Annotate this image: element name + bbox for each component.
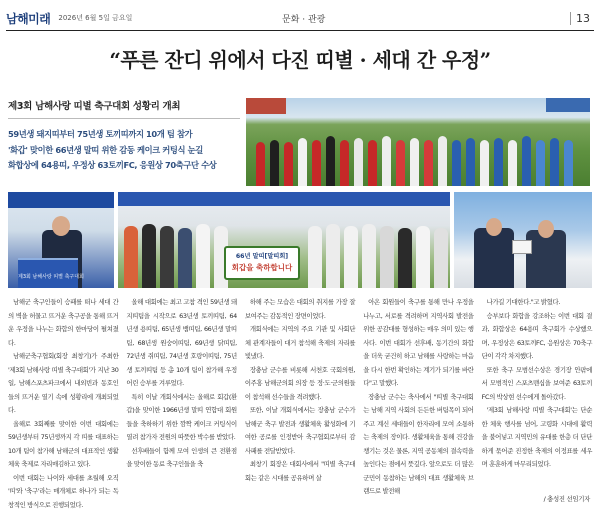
award-photo	[454, 192, 592, 288]
body-column	[245, 296, 355, 496]
player-figure	[270, 140, 279, 186]
banner-line: 66년 말띠[말띠회]	[226, 251, 298, 260]
presenter-head	[486, 218, 502, 236]
top-rule	[6, 30, 594, 31]
paragraph: 남해군축구협회(회장 최창기)가 주최한 '제3회 남해사랑 띠별 축구대회'가 지난 30일, 남해스포츠파크에서 내외빈과 동호인들의 뜨거운 열기 속에 성황리에 개최되었다.	[8, 350, 118, 418]
player-figure	[466, 138, 475, 186]
player-figure	[256, 142, 265, 186]
paragraph: 아온 회원들이 축구를 통해 만나 우정을 나누고, 서로를 격려하며 지역사회 발전을 위한 공감대를 형성하는 매우 의미 있는 행사다. 이번 대회가 선후배, 동기간의 화합을 더욱 굳건히 하고 남해를 사랑하는 마음을 다시 한번 확인하는 계기가 되기를 바란다"고 말했다.	[363, 296, 473, 391]
player-figure	[550, 138, 559, 186]
podium-sign-text: 제3회 남해사랑 띠별 축구대회	[18, 273, 78, 280]
attendee-figure	[434, 228, 448, 288]
paragraph: 올해로 3회째를 맞이한 이번 대회에는 59년생부터 75년생까지 각 띠를 대표하는 10개 팀이 참가해 남해군의 대표적인 생활체육 축제로 자리매김하고 있다.	[8, 418, 118, 472]
newspaper-brand: 남해미래	[6, 10, 50, 27]
paragraph: 개회식에는 지역의 주요 기관 및 사회단체 관계자들이 대거 참석해 축제의 자리를 빛냈다.	[245, 323, 355, 364]
player-figure	[564, 140, 573, 186]
body-column	[126, 296, 236, 496]
player-figure	[284, 142, 293, 186]
speaker-head	[52, 216, 70, 236]
player-figure	[312, 140, 321, 186]
paragraph: 하해 주는 모습은 대회의 취지를 가장 잘 보여주는 감동적인 장면이었다.	[245, 296, 355, 323]
recipient-figure	[526, 230, 566, 288]
recipient-head	[538, 220, 554, 238]
player-figure	[494, 138, 503, 186]
article-body	[8, 296, 592, 496]
paragraph: '제3회 남해사랑 띠별 축구대회'는 단순한 체육 행사를 넘어, 고령화 시대에 활력을 불어넣고 지역민의 유대를 한층 더 단단하게 묶어준 진정한 축제의 이정표를 세우며 훈훈하게 마무리되었다.	[482, 404, 592, 472]
paragraph: 장충남 군수는 축사에서 "띠별 축구대회는 남해 지역 사회의 든든한 버팀목이 되어주고 계신 세대들이 한자리에 모여 소통하는 축제의 장이다. 생활체육을 통해 건강을 챙기는 것은 물론, 지역 공동체의 결속력을 높인다는 점에서 뜻깊다. 앞으로도 더 많은 군민이 동참하는 남해의 대표 생활체육 브랜드로 발전해	[363, 391, 473, 499]
attendee-figure	[344, 226, 358, 288]
paragraph: 선후배들이 함께 모여 인생의 큰 전환점을 맞이한 동료 축구인들을 축	[126, 445, 236, 472]
paragraph: 나가길 기대한다."고 밝혔다.	[482, 296, 592, 310]
article-kicker: 제3회 남해사랑 띠별 축구대회 성황리 개최	[8, 98, 240, 119]
tent-shape	[118, 192, 450, 206]
attendee-figure	[178, 228, 192, 288]
section-label: 문화 · 관광	[282, 12, 325, 25]
paragraph: 장충남 군수를 비롯해 서천호 국회의원, 이주홍 남해군의회 의장 등 정·도·군의원들이 참석해 선수들을 격려했다.	[245, 364, 355, 405]
player-figure	[522, 136, 531, 186]
tent-shape	[246, 98, 286, 114]
player-figure	[480, 140, 489, 186]
player-figure	[410, 138, 419, 186]
paragraph: 남해군 축구인들이 승패를 떠나 세대 간의 벽을 허물고 뜨거운 축구공을 통해 뜨거운 우정을 나누는 화합의 한마당이 펼쳐졌다.	[8, 296, 118, 350]
issue-date: 2026년 6월 5일 금요일	[58, 13, 132, 23]
body-column	[482, 296, 592, 496]
paragraph: 또한 축구 모범선수상은 경기장 안팎에서 모범적인 스포츠맨십을 보여준 63토끼FC의 박상현 선수에게 돌아갔다.	[482, 364, 592, 405]
paragraph: 승부보다 화합을 강조하는 이번 대회 결과, 화합상은 64용띠 축구회가 수상했으며, 우정상은 63토끼FC, 응원상은 70축구단이 각각 차지했다.	[482, 310, 592, 364]
presenter-figure	[474, 228, 514, 288]
attendee-figure	[124, 226, 138, 288]
body-column	[363, 296, 473, 496]
banner-line: 회갑을 축하합니다	[226, 262, 298, 273]
paragraph: 올해 대회에는 최고 고참 격인 59년생 돼지띠팀을 시작으로 63년생 토끼띠팀, 64년생 용띠팀, 65년생 뱀띠팀, 66년생 말띠팀, 68년생 원숭이띠팀, 69년생 닭띠팀, 72년생 쥐띠팀, 74년생 호랑이띠팀, 75년생 토끼띠팀 등 총 10개 팀이 참가해 우정 어린 승부를 겨루었다.	[126, 296, 236, 391]
player-figure	[354, 138, 363, 186]
player-figure	[340, 140, 349, 186]
body-column	[8, 296, 118, 496]
player-figure	[508, 140, 517, 186]
attendee-figure	[196, 224, 210, 288]
player-figure	[452, 140, 461, 186]
attendee-figure	[142, 224, 156, 288]
celebration-banner	[224, 246, 300, 280]
reporter-byline: / 충성진 선임기자	[544, 494, 590, 503]
attendee-figure	[416, 226, 430, 288]
page-number: 13	[570, 12, 590, 25]
attendee-figure	[398, 228, 412, 288]
player-figure	[382, 136, 391, 186]
subhead-block	[8, 98, 240, 174]
attendee-figure	[362, 224, 376, 288]
article-headline: “푸른 잔디 위에서 다진 띠별 · 세대 간 우정”	[0, 44, 600, 73]
speaker-photo	[8, 192, 114, 288]
player-figure	[298, 138, 307, 186]
tent-shape	[8, 192, 114, 208]
deck-line: 화합상에 64용띠, 우정상 63토끼FC, 응원상 70축구단 수상	[8, 158, 240, 174]
team-group-photo	[246, 98, 590, 186]
paragraph: 이번 대회는 나이와 세대를 초월해 오직 '띠'와 '축구'라는 매개체로 하나가 되는 독창적인 방식으로 진행되었다.	[8, 472, 118, 512]
player-figure	[438, 136, 447, 186]
attendee-figure	[308, 226, 322, 288]
player-figure	[424, 140, 433, 186]
player-figure	[368, 140, 377, 186]
cake-cutting-photo	[118, 192, 450, 288]
paragraph: 최창기 회장은 대회사에서 "띠별 축구대회는 같은 시대를 공유하며 살	[245, 458, 355, 485]
deck-line: 59년생 돼지띠부터 75년생 토끼띠까지 10개 팀 참가	[8, 127, 240, 143]
player-figure	[326, 136, 335, 186]
player-figure	[536, 140, 545, 186]
paragraph: 또한, 이날 개회식에서는 장충남 군수가 남해군 축구 발전과 생활체육 활성화에 기여한 공로를 인정받아 축구협회로부터 감사패를 전달받았다.	[245, 404, 355, 458]
masthead	[6, 8, 594, 28]
tent-shape	[546, 98, 590, 112]
attendee-figure	[160, 226, 174, 288]
attendee-figure	[326, 224, 340, 288]
attendee-figure	[380, 226, 394, 288]
podium	[18, 258, 78, 288]
paragraph: 특히 이날 개회식에서는 올해로 회갑(환갑)을 맞이한 1966년생 말띠 연합대 회원들을 축하하기 위한 깜짝 케이크 커팅식이 열려 참가자 전원의 따뜻한 박수를 받았다.	[126, 391, 236, 445]
player-figure	[396, 140, 405, 186]
deck-line: '화갑' 맞이한 66년생 말띠 위한 감동 케이크 커팅식 눈길	[8, 143, 240, 159]
plaque	[512, 240, 532, 254]
